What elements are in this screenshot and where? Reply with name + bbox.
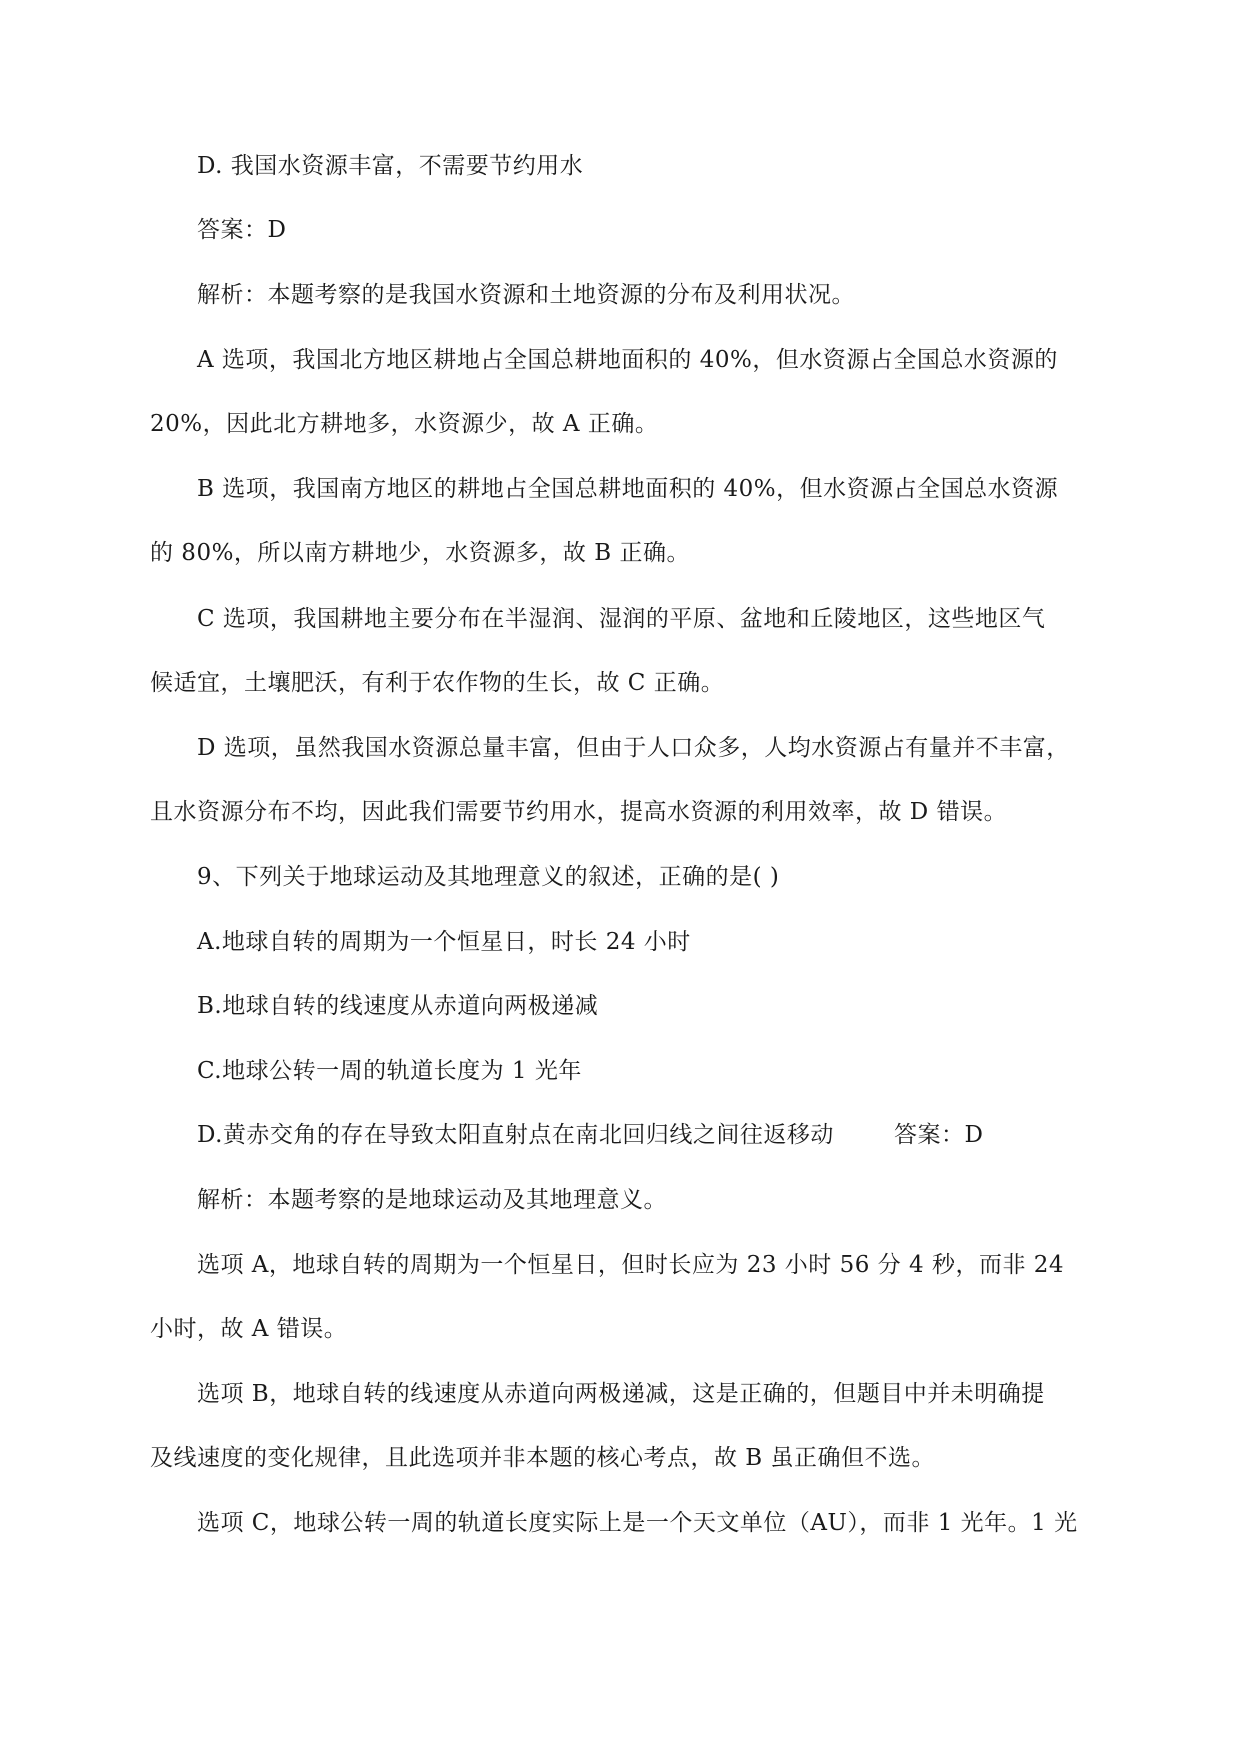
option-d-text: D. 我国水资源丰富，不需要节约用水 <box>197 153 584 179</box>
question-9: 9、下列关于地球运动及其地理意义的叙述，正确的是( ) <box>197 864 780 890</box>
option-b: B.地球自转的线速度从赤道向两极递减 <box>197 993 599 1019</box>
paragraph-line: 选项 C，地球公转一周的轨道长度实际上是一个天文单位（AU），而非 1 光年。1 光 <box>197 1510 1078 1536</box>
paragraph-line: C 选项，我国耕地主要分布在半湿润、湿润的平原、盆地和丘陵地区，这些地区气 <box>197 606 1046 632</box>
analysis-heading: 解析：本题考察的是地球运动及其地理意义。 <box>197 1187 667 1213</box>
option-d-with-answer <box>197 1119 1147 1151</box>
option-c: C.地球公转一周的轨道长度为 1 光年 <box>197 1058 582 1084</box>
answer-inline: 答案：D <box>893 1122 984 1148</box>
paragraph-line: 选项 B，地球自转的线速度从赤道向两极递减，这是正确的，但题目中并未明确提 <box>197 1381 1045 1407</box>
paragraph-line: 及线速度的变化规律，且此选项并非本题的核心考点，故 B 虽正确但不选。 <box>150 1445 936 1471</box>
option-a: A.地球自转的周期为一个恒星日，时长 24 小时 <box>197 929 691 955</box>
paragraph-line: D 选项，虽然我国水资源总量丰富，但由于人口众多，人均水资源占有量并不丰富， <box>197 735 1070 761</box>
option-d: D.黄赤交角的存在导致太阳直射点在南北回归线之间往返移动 <box>197 1122 834 1148</box>
paragraph-line: 候适宜，土壤肥沃，有利于农作物的生长，故 C 正确。 <box>150 670 725 696</box>
paragraph-line: 的 80%，所以南方耕地少，水资源多，故 B 正确。 <box>150 540 690 566</box>
paragraph-line: A 选项，我国北方地区耕地占全国总耕地面积的 40%，但水资源占全国总水资源的 <box>197 347 1058 373</box>
analysis-heading: 解析：本题考察的是我国水资源和土地资源的分布及利用状况。 <box>197 282 855 308</box>
paragraph-line: B 选项，我国南方地区的耕地占全国总耕地面积的 40%，但水资源占全国总水资源 <box>197 476 1059 502</box>
paragraph-line: 且水资源分布不均，因此我们需要节约用水，提高水资源的利用效率，故 D 错误。 <box>150 799 1008 825</box>
answer-line: 答案：D <box>197 217 287 243</box>
paragraph-line: 小时，故 A 错误。 <box>150 1316 348 1342</box>
paragraph-line: 20%，因此北方耕地多，水资源少，故 A 正确。 <box>150 411 659 437</box>
paragraph-line: 选项 A，地球自转的周期为一个恒星日，但时长应为 23 小时 56 分 4 秒，而非 24 <box>197 1252 1065 1278</box>
